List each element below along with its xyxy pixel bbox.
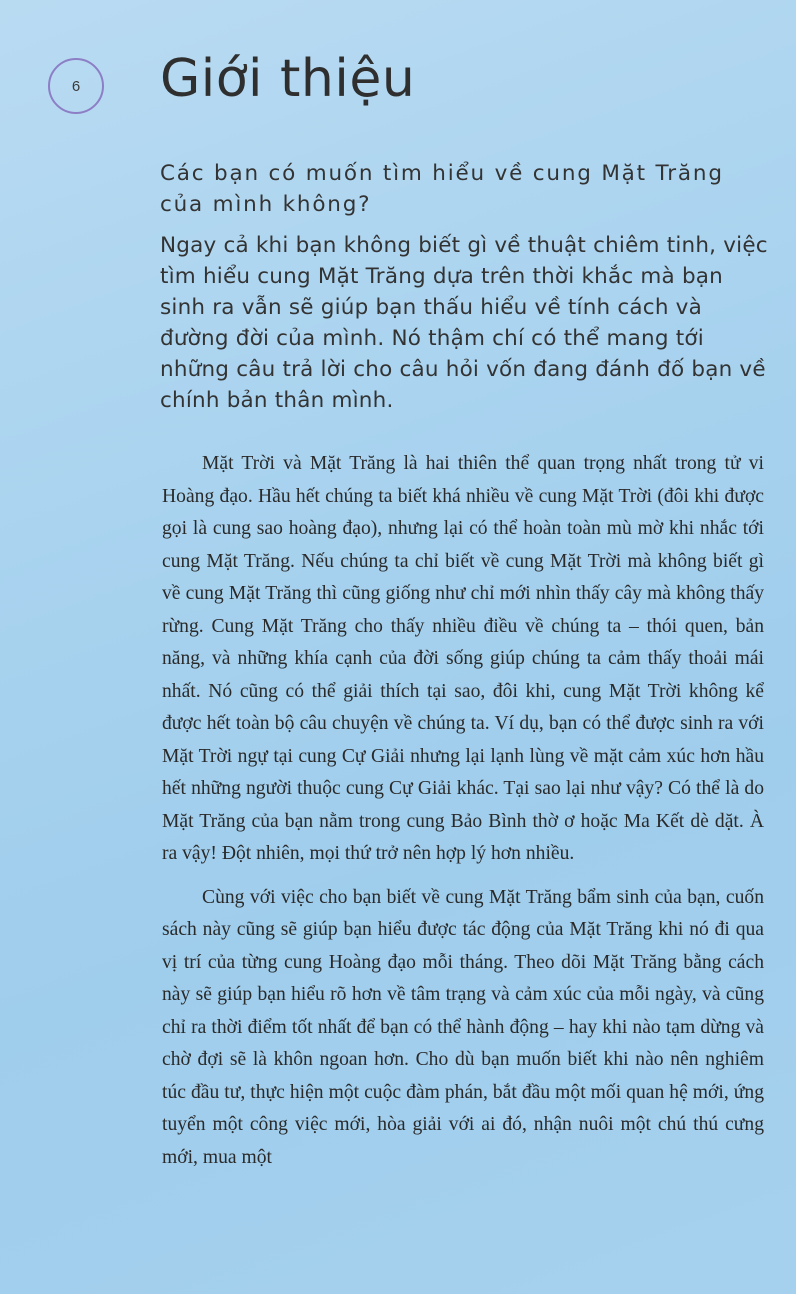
- intro-question: Các bạn có muốn tìm hiểu về cung Mặt Trăng của mình không?: [160, 161, 724, 217]
- chapter-title: Giới thiệu: [160, 49, 416, 109]
- body-paragraph: Cùng với việc cho bạn biết về cung Mặt Trăng bẩm sinh của bạn, cuốn sách này cũng sẽ giúp bạn hiểu được tác động của Mặt Trăng khi nó đi qua vị trí của từng cung Hoàng đạo mỗi tháng. Theo dõi Mặt Trăng bằng cách này sẽ giúp bạn hiểu rõ hơn về tâm trạng và cảm xúc của mỗi ngày, và cũng chỉ ra thời điểm tốt nhất để bạn có thể hành động – hay khi nào tạm dừng và chờ đợi sẽ là khôn ngoan hơn. Cho dù bạn muốn biết khi nào nên nghiêm túc đầu tư, thực hiện một cuộc đàm phán, bắt đầu một mối quan hệ mới, ứng tuyển một công việc mới, hòa giải với ai đó, nhận nuôi một chú thú cưng mới, mua một: [162, 886, 764, 1168]
- page-number: 6: [71, 77, 81, 95]
- body-text: [162, 448, 764, 1174]
- intro-block: [160, 158, 770, 416]
- body-paragraph: Mặt Trời và Mặt Trăng là hai thiên thể quan trọng nhất trong tử vi Hoàng đạo. Hầu hết chúng ta biết khá nhiều về cung Mặt Trời (đôi khi được gọi là cung sao hoàng đạo), nhưng lại có thể hoàn toàn mù mờ khi nhắc tới cung Mặt Trăng. Nếu chúng ta chỉ biết về cung Mặt Trời mà không biết gì về cung Mặt Trăng thì cũng giống như chỉ mới nhìn thấy cây mà không thấy rừng. Cung Mặt Trăng cho thấy nhiều điều về chúng ta – thói quen, bản năng, và những khía cạnh của đời sống giúp chúng ta cảm thấy thoải mái nhất. Nó cũng có thể giải thích tại sao, đôi khi, cung Mặt Trời không kể được hết toàn bộ câu chuyện về chúng ta. Ví dụ, bạn có thể được sinh ra với Mặt Trời ngự tại cung Cự Giải nhưng lại lạnh lùng về mặt cảm xúc hơn hầu hết những người thuộc cung Cự Giải khác. Tại sao lại như vậy? Có thể là do Mặt Trăng của bạn nằm trong cung Bảo Bình thờ ơ hoặc Ma Kết dè dặt. À ra vậy! Đột nhiên, mọi thứ trở nên hợp lý hơn nhiều.: [162, 453, 764, 864]
- page-number-badge: [48, 58, 104, 114]
- intro-lead: Ngay cả khi bạn không biết gì về thuật chiêm tinh, việc tìm hiểu cung Mặt Trăng dựa trên thời khắc mà bạn sinh ra vẫn sẽ giúp bạn thấu hiểu về tính cách và đường đời của mình. Nó thậm chí có thể mang tới những câu trả lời cho câu hỏi vốn đang đánh đố bạn về chính bản thân mình.: [160, 233, 768, 413]
